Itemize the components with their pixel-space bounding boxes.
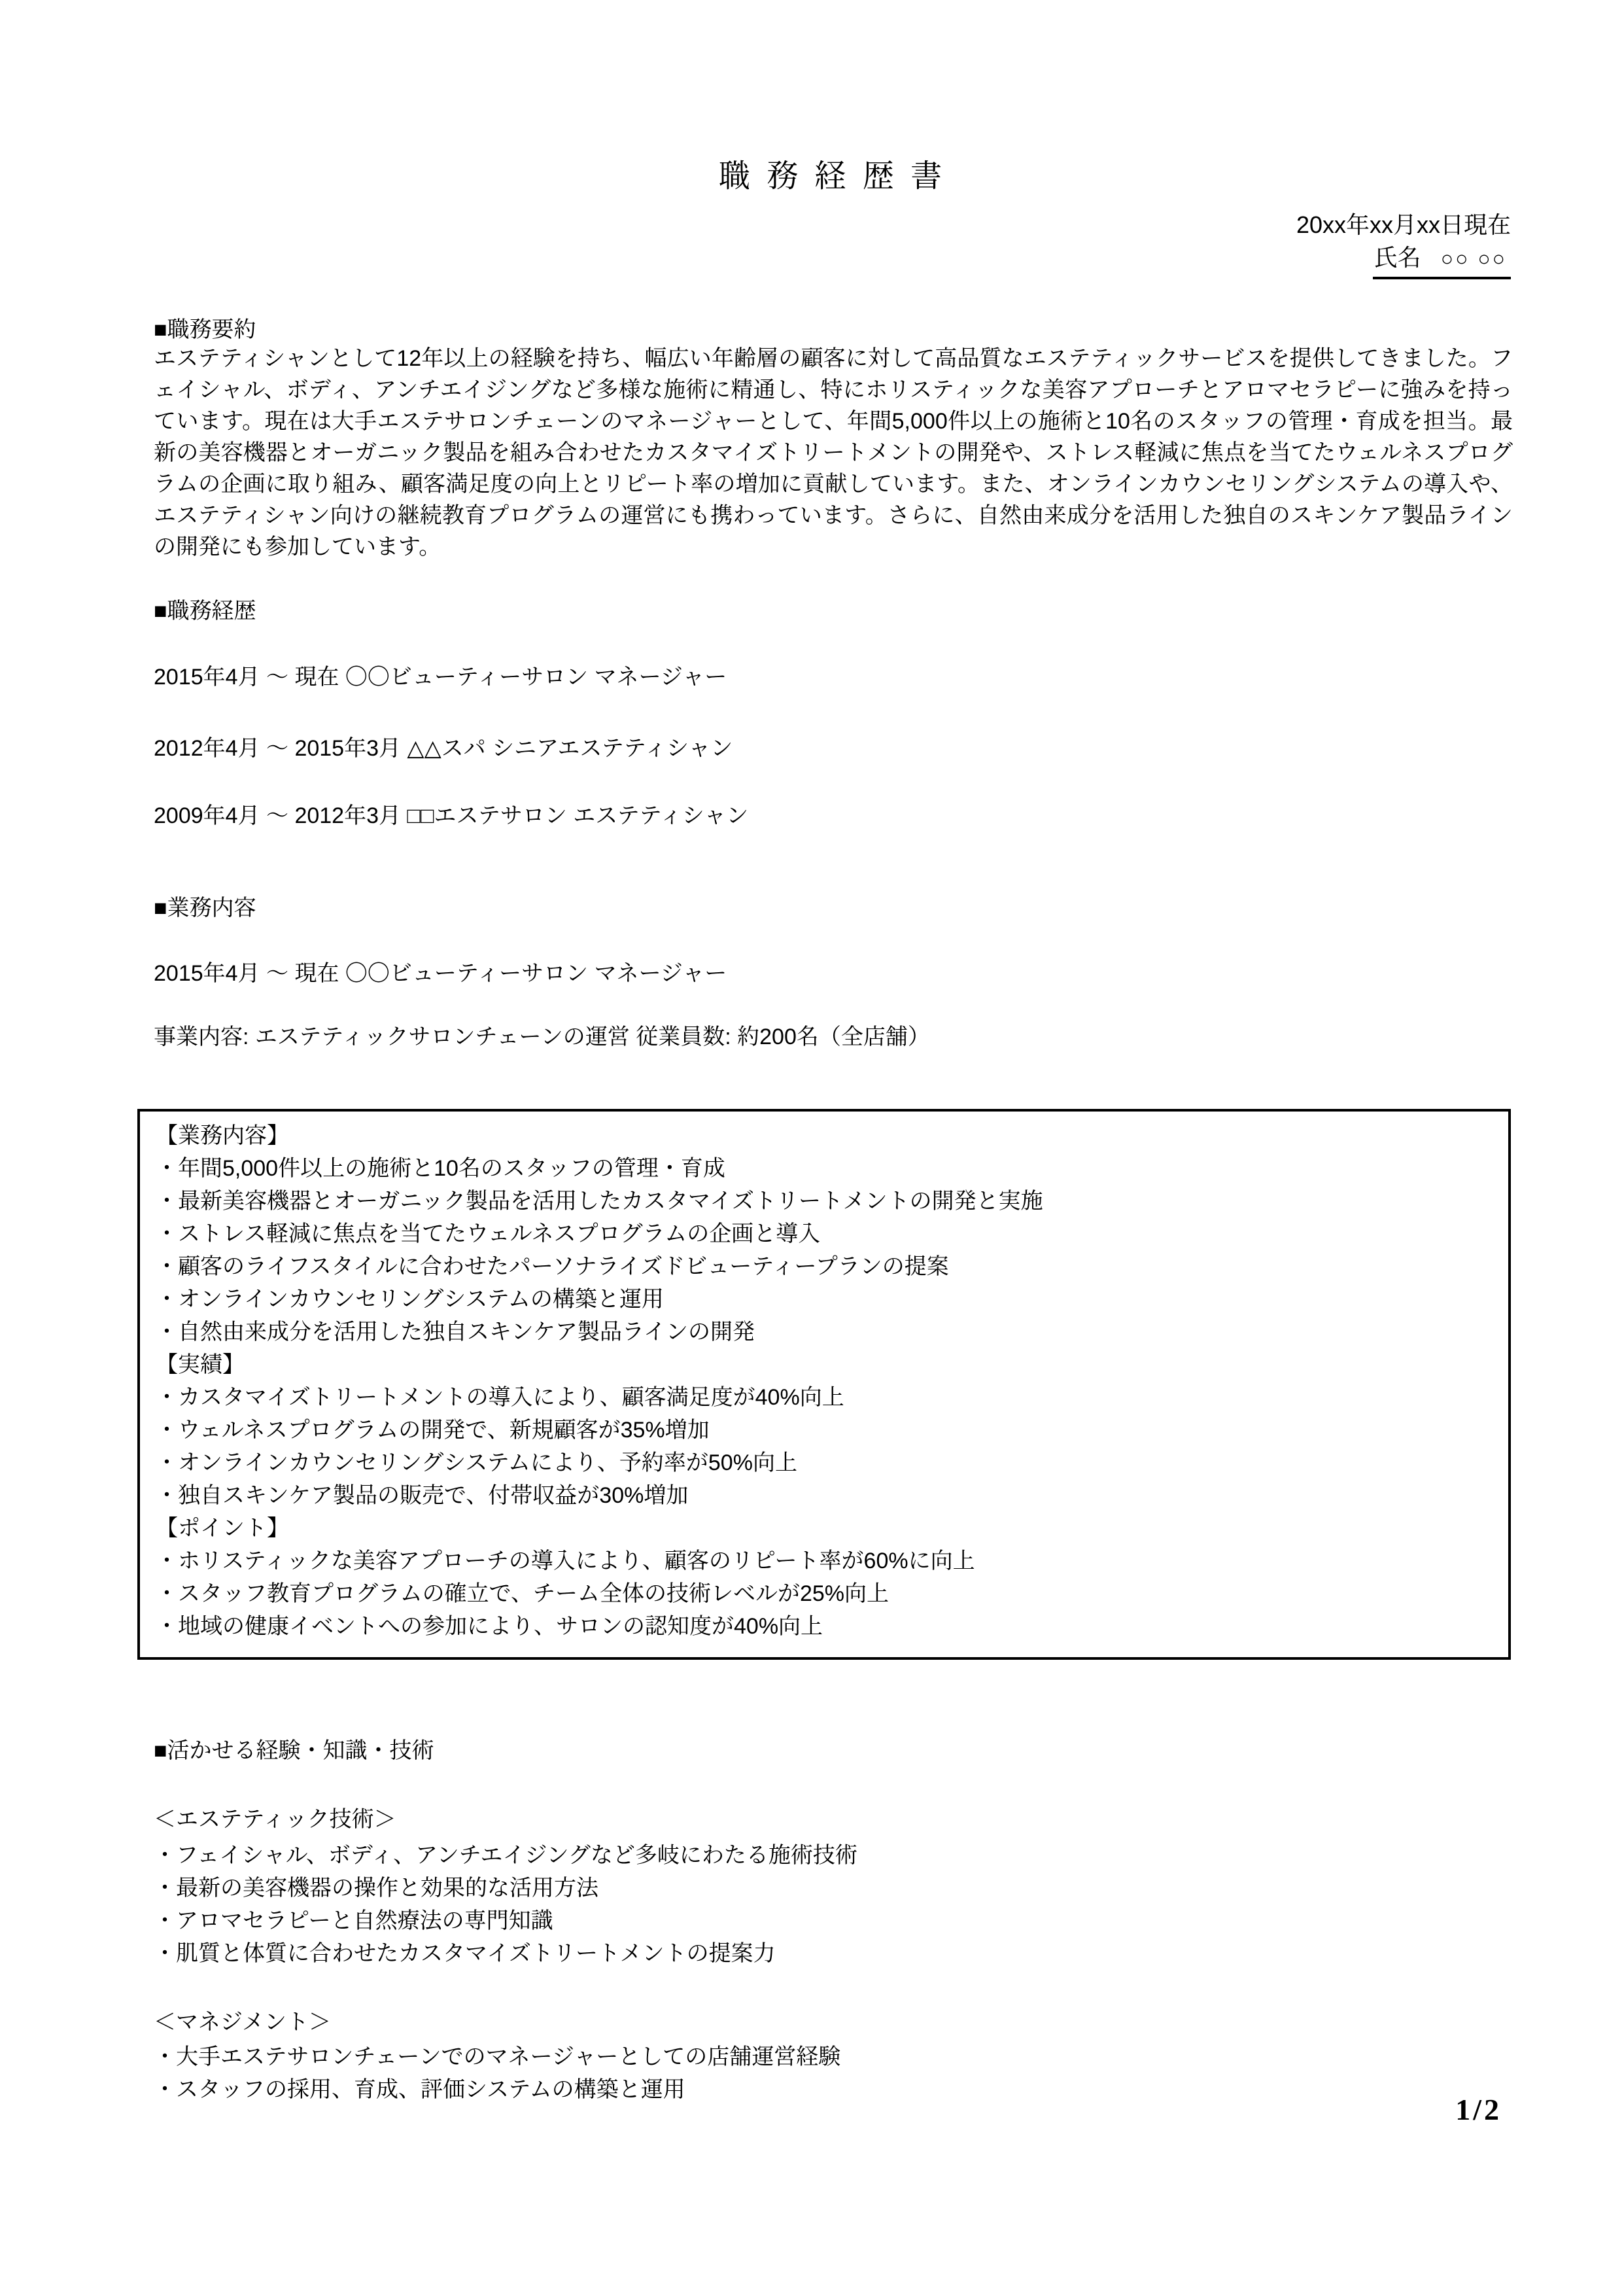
current-date-line: 20xx年xx月xx日現在: [1296, 211, 1511, 238]
summary-heading: ■職務要約: [154, 317, 256, 342]
box-bullet: ・オンラインカウンセリングシステムにより、予約率が50%向上: [156, 1450, 797, 1475]
skills-bullet: ・大手エステサロンチェーンでのマネージャーとしての店舗運営経験: [154, 2044, 841, 2069]
box-section-heading: 【ポイント】: [156, 1516, 289, 1541]
history-entry: 2009年4月 ～ 2012年3月 □□エステサロン エステティシャン: [154, 803, 749, 828]
summary-paragraph: エステティシャンとして12年以上の経験を持ち、幅広い年齢層の顧客に対して高品質なエステティックサービスを提供してきました。フェイシャル、ボディ、アンチエイジングなど多様な施術に精通し、特にホリスティックな美容アプローチとアロマセラピーに強みを持っています。現在は大手エステサロンチェーンのマネージャーとして、年間5,000件以上の施術と10名のスタッフの管理・育成を担当。最新の美容機器とオーガニック製品を組み合わせたカスタマイズトリートメントの開発や、ストレス軽減に焦点を当てたウェルネスプログラムの企画に取り組み、顧客満足度の向上とリピート率の増加に貢献しています。また、オンラインカウンセリングシステムの導入や、エステティシャン向けの継続教育プログラムの運営にも携わっています。さらに、自然由来成分を活用した独自のスキンケア製品ラインの開発にも参加しています。: [154, 346, 1513, 559]
box-bullet: ・カスタマイズトリートメントの導入により、顧客満足度が40%向上: [156, 1385, 844, 1410]
skills-bullet: ・フェイシャル、ボディ、アンチエイジングなど多岐にわたる施術技術: [154, 1843, 857, 1868]
box-section-heading: 【実績】: [156, 1352, 245, 1377]
box-section-heading: 【業務内容】: [156, 1123, 289, 1148]
skills-bullet: ・最新の美容機器の操作と効果的な活用方法: [154, 1876, 598, 1901]
skills-bullet: ・肌質と体質に合わせたカスタマイズトリートメントの提案力: [154, 1941, 776, 1966]
box-bullet: ・ウェルネスプログラムの開発で、新規顧客が35%増加: [156, 1418, 710, 1443]
box-bullet: ・ストレス軽減に焦点を当てたウェルネスプログラムの企画と導入: [156, 1221, 821, 1246]
box-bullet: ・スタッフ教育プログラムの確立で、チーム全体の技術レベルが25%向上: [156, 1581, 890, 1606]
duties-business-line: 事業内容: エステティックサロンチェーンの運営 従業員数: 約200名（全店舗）: [154, 1025, 930, 1049]
document-title: 職 務 経 歴 書: [718, 159, 946, 194]
box-bullet: ・独自スキンケア製品の販売で、付帯収益が30%増加: [156, 1483, 689, 1508]
box-bullet: ・自然由来成分を活用した独自スキンケア製品ラインの開発: [156, 1320, 755, 1344]
page-number: 1/2: [1455, 2093, 1502, 2126]
name-value: ○○ ○○: [1440, 247, 1507, 270]
box-bullet: ・オンラインカウンセリングシステムの構築と運用: [156, 1287, 664, 1312]
box-bullet: ・年間5,000件以上の施術と10名のスタッフの管理・育成: [156, 1156, 725, 1181]
box-bullet: ・地域の健康イベントへの参加により、サロンの認知度が40%向上: [156, 1614, 823, 1639]
box-bullet: ・最新美容機器とオーガニック製品を活用したカスタマイズトリートメントの開発と実施: [156, 1189, 1043, 1214]
box-bullet: ・ホリスティックな美容アプローチの導入により、顧客のリピート率が60%に向上: [156, 1549, 975, 1573]
history-entry: 2015年4月 ～ 現在 〇〇ビューティーサロン マネージャー: [154, 665, 727, 690]
name-label: 氏名: [1373, 244, 1421, 271]
skills-heading: ■活かせる経験・知識・技術: [154, 1738, 434, 1763]
history-heading: ■職務経歴: [154, 599, 256, 623]
skills-group-title: ＜エステティック技術＞: [154, 1807, 396, 1832]
skills-bullet: ・アロマセラピーと自然療法の専門知識: [154, 1908, 553, 1933]
skills-group-title: ＜マネジメント＞: [154, 2010, 331, 2035]
name-line: [1373, 239, 1511, 279]
history-entry: 2012年4月 ～ 2015年3月 △△スパ シニアエステティシャン: [154, 736, 733, 761]
duties-period-line: 2015年4月 ～ 現在 〇〇ビューティーサロン マネージャー: [154, 961, 727, 986]
skills-bullet: ・スタッフの採用、育成、評価システムの構築と運用: [154, 2077, 685, 2102]
duties-heading: ■業務内容: [154, 896, 256, 920]
duties-detail-box: [137, 1109, 1511, 1660]
box-bullet: ・顧客のライフスタイルに合わせたパーソナライズドビューティープランの提案: [156, 1254, 949, 1279]
